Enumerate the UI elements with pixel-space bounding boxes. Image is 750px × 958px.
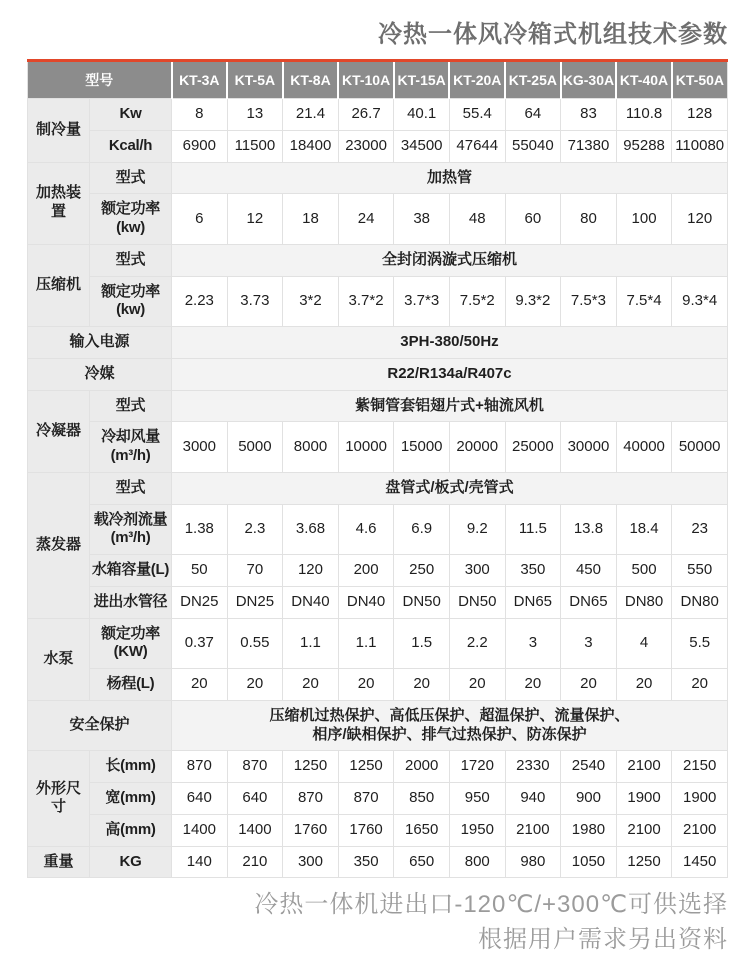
- cell-value: 2150: [672, 751, 728, 783]
- cell-value: 1720: [449, 751, 505, 783]
- row-span-value: 加热管: [172, 162, 728, 194]
- cell-value: 5.5: [672, 618, 728, 669]
- cell-value: 30000: [561, 422, 617, 473]
- cell-value: 3.73: [227, 276, 283, 327]
- cell-value: 3: [505, 618, 561, 669]
- table-row: [28, 422, 728, 473]
- cell-value: 20: [394, 669, 450, 701]
- cell-value: 25000: [505, 422, 561, 473]
- row-label: 冷媒: [28, 358, 172, 390]
- section-label: 冷凝器: [28, 390, 90, 472]
- cell-value: 18.4: [616, 504, 672, 555]
- cell-value: 38: [394, 194, 450, 245]
- model-column-header: KT-25A: [505, 61, 561, 99]
- cell-value: DN50: [449, 586, 505, 618]
- cell-value: 1.1: [338, 618, 394, 669]
- cell-value: 2000: [394, 751, 450, 783]
- cell-value: 1760: [338, 814, 394, 846]
- cell-value: 7.5*4: [616, 276, 672, 327]
- table-row: [28, 504, 728, 555]
- table-row: [28, 586, 728, 618]
- cell-value: DN40: [283, 586, 339, 618]
- cell-value: 2.23: [172, 276, 228, 327]
- row-span-value: 盘管式/板式/壳管式: [172, 472, 728, 504]
- table-row: [28, 276, 728, 327]
- row-label: 高(mm): [90, 814, 172, 846]
- cell-value: 1250: [283, 751, 339, 783]
- cell-value: 47644: [449, 130, 505, 162]
- cell-value: 26.7: [338, 99, 394, 131]
- cell-value: 6.9: [394, 504, 450, 555]
- table-row: [28, 846, 728, 878]
- cell-value: 900: [561, 783, 617, 815]
- row-label: 进出水管径: [90, 586, 172, 618]
- cell-value: DN80: [616, 586, 672, 618]
- cell-value: 9.2: [449, 504, 505, 555]
- cell-value: 20: [172, 669, 228, 701]
- row-label: 型式: [90, 472, 172, 504]
- cell-value: 2100: [672, 814, 728, 846]
- cell-value: 1650: [394, 814, 450, 846]
- cell-value: 2100: [616, 751, 672, 783]
- cell-value: 71380: [561, 130, 617, 162]
- cell-value: 8000: [283, 422, 339, 473]
- cell-value: DN40: [338, 586, 394, 618]
- cell-value: 40.1: [394, 99, 450, 131]
- cell-value: 120: [283, 555, 339, 587]
- row-label: 冷却风量(m³/h): [90, 422, 172, 473]
- cell-value: 4: [616, 618, 672, 669]
- row-label: 载冷剂流量 (m³/h): [90, 504, 172, 555]
- cell-value: 5000: [227, 422, 283, 473]
- spec-table-container: [27, 59, 728, 878]
- model-column-header: KT-8A: [283, 61, 339, 99]
- row-label: 型式: [90, 390, 172, 422]
- cell-value: 850: [394, 783, 450, 815]
- table-row: [28, 814, 728, 846]
- cell-value: 350: [505, 555, 561, 587]
- spec-table-head: [28, 61, 728, 99]
- cell-value: 20: [672, 669, 728, 701]
- row-label: 输入电源: [28, 327, 172, 359]
- cell-value: 1900: [616, 783, 672, 815]
- cell-value: 2.3: [227, 504, 283, 555]
- cell-value: 15000: [394, 422, 450, 473]
- cell-value: 128: [672, 99, 728, 131]
- cell-value: 18400: [283, 130, 339, 162]
- cell-value: 12: [227, 194, 283, 245]
- cell-value: 9.3*2: [505, 276, 561, 327]
- section-label: 压缩机: [28, 244, 90, 326]
- cell-value: 640: [172, 783, 228, 815]
- cell-value: 1.38: [172, 504, 228, 555]
- cell-value: 110080: [672, 130, 728, 162]
- cell-value: 95288: [616, 130, 672, 162]
- table-row: [28, 194, 728, 245]
- cell-value: 40000: [616, 422, 672, 473]
- cell-value: 650: [394, 846, 450, 878]
- cell-value: 1.5: [394, 618, 450, 669]
- cell-value: 140: [172, 846, 228, 878]
- cell-value: 950: [449, 783, 505, 815]
- footer-note-line1: 冷热一体机进出口-120℃/+300℃可供选择: [254, 891, 728, 919]
- cell-value: 13: [227, 99, 283, 131]
- cell-value: 350: [338, 846, 394, 878]
- table-row: [28, 358, 728, 390]
- cell-value: 550: [672, 555, 728, 587]
- table-row: [28, 618, 728, 669]
- cell-value: 8: [172, 99, 228, 131]
- cell-value: 800: [449, 846, 505, 878]
- cell-value: 1250: [338, 751, 394, 783]
- row-span-value: 3PH-380/50Hz: [172, 327, 728, 359]
- cell-value: 20: [227, 669, 283, 701]
- table-row: [28, 244, 728, 276]
- model-column-header: KT-5A: [227, 61, 283, 99]
- row-label: Kw: [90, 99, 172, 131]
- row-label: 水箱容量(L): [90, 555, 172, 587]
- cell-value: 3.7*3: [394, 276, 450, 327]
- row-label: 安全保护: [28, 700, 172, 751]
- row-label: KG: [90, 846, 172, 878]
- cell-value: 870: [338, 783, 394, 815]
- cell-value: 870: [227, 751, 283, 783]
- cell-value: 2330: [505, 751, 561, 783]
- row-span-value: 紫铜管套铝翅片式+轴流风机: [172, 390, 728, 422]
- cell-value: 20: [505, 669, 561, 701]
- cell-value: 11500: [227, 130, 283, 162]
- cell-value: DN65: [505, 586, 561, 618]
- cell-value: 870: [172, 751, 228, 783]
- row-label: Kcal/h: [90, 130, 172, 162]
- model-column-header: KT-15A: [394, 61, 450, 99]
- cell-value: 200: [338, 555, 394, 587]
- model-column-header: KT-50A: [672, 61, 728, 99]
- cell-value: 64: [505, 99, 561, 131]
- section-label: 外形尺寸: [28, 751, 90, 846]
- cell-value: 20: [616, 669, 672, 701]
- row-label: 型式: [90, 162, 172, 194]
- cell-value: DN50: [394, 586, 450, 618]
- cell-value: 1400: [172, 814, 228, 846]
- cell-value: 3.7*2: [338, 276, 394, 327]
- cell-value: 1.1: [283, 618, 339, 669]
- row-label: 额定功率(KW): [90, 618, 172, 669]
- model-column-header: KT-3A: [172, 61, 228, 99]
- cell-value: 6: [172, 194, 228, 245]
- spec-table: [27, 59, 728, 878]
- cell-value: 55040: [505, 130, 561, 162]
- row-label: 长(mm): [90, 751, 172, 783]
- cell-value: 1760: [283, 814, 339, 846]
- cell-value: DN25: [172, 586, 228, 618]
- section-label: 水泵: [28, 618, 90, 700]
- model-corner-header: 型号: [28, 61, 172, 99]
- cell-value: 940: [505, 783, 561, 815]
- cell-value: 9.3*4: [672, 276, 728, 327]
- section-label: 重量: [28, 846, 90, 878]
- table-row: [28, 327, 728, 359]
- page-title: 冷热一体风冷箱式机组技术参数: [378, 21, 728, 48]
- table-row: [28, 751, 728, 783]
- cell-value: 7.5*2: [449, 276, 505, 327]
- footer-note: [27, 888, 728, 958]
- cell-value: 70: [227, 555, 283, 587]
- cell-value: 980: [505, 846, 561, 878]
- cell-value: 23: [672, 504, 728, 555]
- model-column-header: KT-10A: [338, 61, 394, 99]
- cell-value: 450: [561, 555, 617, 587]
- section-label: 加热装置: [28, 162, 90, 244]
- table-row: [28, 99, 728, 131]
- cell-value: 20: [561, 669, 617, 701]
- cell-value: 0.37: [172, 618, 228, 669]
- row-label: 型式: [90, 244, 172, 276]
- cell-value: 20: [283, 669, 339, 701]
- table-row: [28, 472, 728, 504]
- row-label: 宽(mm): [90, 783, 172, 815]
- row-label: 额定功率(kw): [90, 276, 172, 327]
- cell-value: 1900: [672, 783, 728, 815]
- cell-value: 6900: [172, 130, 228, 162]
- cell-value: 870: [283, 783, 339, 815]
- cell-value: 20: [338, 669, 394, 701]
- cell-value: 20: [449, 669, 505, 701]
- cell-value: 20000: [449, 422, 505, 473]
- cell-value: 0.55: [227, 618, 283, 669]
- cell-value: 110.8: [616, 99, 672, 131]
- cell-value: DN25: [227, 586, 283, 618]
- row-label: 额定功率(kw): [90, 194, 172, 245]
- cell-value: 300: [283, 846, 339, 878]
- cell-value: 3000: [172, 422, 228, 473]
- cell-value: 23000: [338, 130, 394, 162]
- cell-value: 300: [449, 555, 505, 587]
- table-row: [28, 555, 728, 587]
- cell-value: 24: [338, 194, 394, 245]
- cell-value: 80: [561, 194, 617, 245]
- cell-value: 11.5: [505, 504, 561, 555]
- cell-value: 3.68: [283, 504, 339, 555]
- cell-value: 13.8: [561, 504, 617, 555]
- cell-value: 3*2: [283, 276, 339, 327]
- cell-value: 7.5*3: [561, 276, 617, 327]
- cell-value: 10000: [338, 422, 394, 473]
- cell-value: 100: [616, 194, 672, 245]
- cell-value: 48: [449, 194, 505, 245]
- cell-value: 55.4: [449, 99, 505, 131]
- cell-value: 1050: [561, 846, 617, 878]
- cell-value: 60: [505, 194, 561, 245]
- table-row: [28, 390, 728, 422]
- cell-value: 1400: [227, 814, 283, 846]
- cell-value: 18: [283, 194, 339, 245]
- table-row: [28, 162, 728, 194]
- footer-note-line2: 根据用户需求另出资料: [478, 926, 728, 954]
- row-span-value: R22/R134a/R407c: [172, 358, 728, 390]
- cell-value: DN80: [672, 586, 728, 618]
- cell-value: 1250: [616, 846, 672, 878]
- cell-value: 640: [227, 783, 283, 815]
- table-row: [28, 783, 728, 815]
- model-column-header: KG-30A: [561, 61, 617, 99]
- cell-value: 2100: [505, 814, 561, 846]
- spec-table-body: [28, 99, 728, 878]
- model-column-header: KT-20A: [449, 61, 505, 99]
- spec-sheet-page: [0, 14, 750, 954]
- cell-value: 1950: [449, 814, 505, 846]
- cell-value: 2.2: [449, 618, 505, 669]
- section-label: 蒸发器: [28, 472, 90, 618]
- row-label: 杨程(L): [90, 669, 172, 701]
- table-row: [28, 130, 728, 162]
- cell-value: 120: [672, 194, 728, 245]
- cell-value: DN65: [561, 586, 617, 618]
- cell-value: 250: [394, 555, 450, 587]
- table-row: [28, 700, 728, 751]
- model-header-row: [28, 61, 728, 99]
- cell-value: 21.4: [283, 99, 339, 131]
- cell-value: 1450: [672, 846, 728, 878]
- cell-value: 2100: [616, 814, 672, 846]
- model-column-header: KT-40A: [616, 61, 672, 99]
- table-row: [28, 669, 728, 701]
- cell-value: 3: [561, 618, 617, 669]
- row-span-value: 全封闭涡漩式压缩机: [172, 244, 728, 276]
- row-span-value: 压缩机过热保护、高低压保护、超温保护、流量保护、 相序/缺相保护、排气过热保护、防冻保护: [172, 700, 728, 751]
- section-label: 制冷量: [28, 99, 90, 163]
- cell-value: 2540: [561, 751, 617, 783]
- cell-value: 50000: [672, 422, 728, 473]
- cell-value: 34500: [394, 130, 450, 162]
- cell-value: 4.6: [338, 504, 394, 555]
- cell-value: 500: [616, 555, 672, 587]
- cell-value: 1980: [561, 814, 617, 846]
- cell-value: 83: [561, 99, 617, 131]
- cell-value: 210: [227, 846, 283, 878]
- cell-value: 50: [172, 555, 228, 587]
